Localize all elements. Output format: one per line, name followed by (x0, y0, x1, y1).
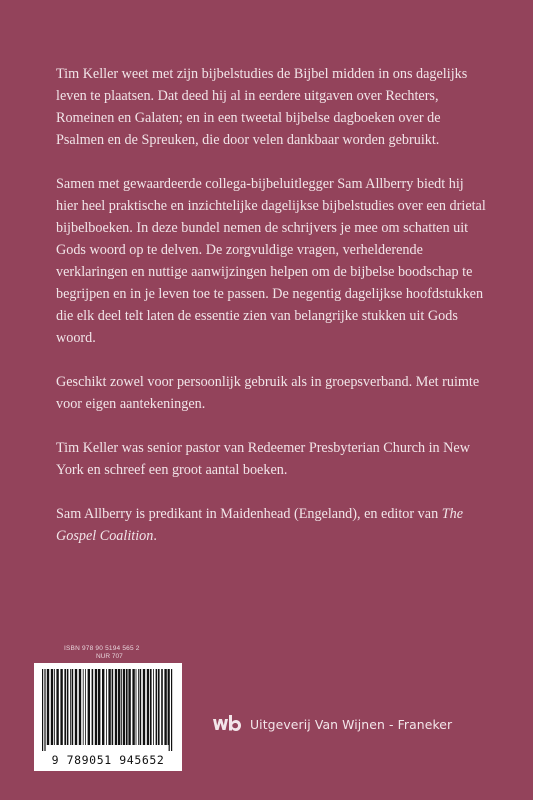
barcode (34, 663, 182, 771)
wb-logo-icon (212, 714, 242, 734)
blurb-text (56, 63, 486, 569)
blurb-paragraph-3: Geschikt zowel voor persoonlijk gebruik als in groepsverband. Met ruimte voor eigen aantekeningen. (56, 374, 480, 412)
barcode-block (34, 645, 182, 771)
blurb-paragraph-1: Tim Keller weet met zijn bijbelstudies de Bijbel midden in ons dagelijks leven te plaatsen. Dat deed hij al in eerdere uitgaven over Rechters, Romeinen en Galaten; en in een tweetal bijbelse dagboeken over de Psalmen en de Spreuken, die door velen dankbaar worden gebruikt. (56, 66, 468, 148)
author-bio-keller: Tim Keller was senior pastor van Redeemer Presbyterian Church in New York en schreef een groot aantal boeken. (56, 440, 470, 478)
barcode-bars-icon (42, 669, 174, 751)
author-bio-allberry-text: Sam Allberry is predikant in Maidenhead (Engeland), en editor van (56, 506, 439, 522)
nur-label: NUR 707 (96, 653, 123, 660)
barcode-digits: 9 789051 945652 (51, 753, 165, 767)
publisher-imprint (212, 714, 452, 734)
publisher-name: Uitgeverij Van Wijnen - Franeker (250, 716, 453, 732)
blurb-paragraph-2: Samen met gewaardeerde collega-bijbeluitlegger Sam Allberry biedt hij hier heel praktische en inzichtelijke dagelijkse bijbelstudies over een drietal bijbelboeken. In deze bundel nemen de schrijvers je mee om schatten uit Gods woord op te delven. De zorgvuldige vragen, verhelderende verklaringen en nuttige aanwijzingen helpen om de bijbelse boodschap te begrijpen en in je leven toe te passen. De negentig dagelijkse hoofdstukken die elk deel telt laten de essentie zien van belangrijke stukken uit Gods woord. (56, 176, 486, 346)
author-bio-allberry (56, 503, 486, 547)
gospel-coalition-title: The Gospel Coalition (56, 506, 463, 544)
isbn-label: ISBN 978 90 5194 565 2 (64, 645, 140, 652)
author-bio-allberry-end: . (153, 528, 157, 544)
